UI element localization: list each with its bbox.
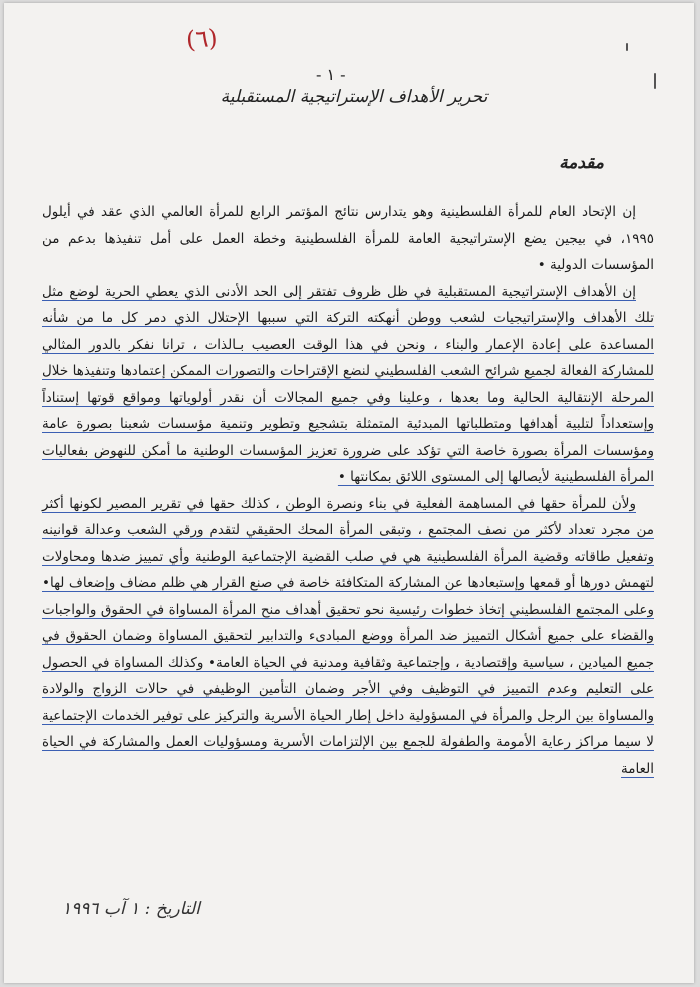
body-text <box>42 199 654 782</box>
document-title: تحرير الأهداف الإستراتيجية المستقبلية <box>220 87 488 107</box>
document-date: التاريخ : ١ آب ١٩٩٦ <box>62 899 200 919</box>
paragraph-3: ولأن للمرأة حقها في المساهمة الفعلية في بناء ونصرة الوطن ، كذلك حقها في تقرير المصير لكونها أكثر من مجرد تعداد لأكثر من نصف المجتمع ، وتبقى المرأة المحك الحقيقي لتقدم ورقي الشعب وعدالة قوانينه وتفعيل طاقاته وقضية المرأة الفلسطينية هي في صلب القضية الإجتماعية الوطنية وأي تمييز ضدها ومحاولات لتهمش دورها أو قمعها وإستبعادها عن المشاركة المتكافئة خاصة في صنع القرار هي ظلم مضاف وإضعاف لها• وعلى المجتمع الفلسطيني إتخاذ خطوات رئيسية نحو تحقيق أهداف منح المرأة المساواة في الحقوق والواجبات والقضاء على جميع أشكال التمييز ضد المرأة ووضع المبادىء والتدابير لتحقيق المساواة وضمان الحقوق في جميع الميادين ، سياسية وإقتصادية ، وإجتماعية وثقافية ومدنية في الحياة العامة• وكذلك المساواة في الحصول على التعليم وعدم التمييز في التوظيف وفي الأجر وضمان التأمين الوظيفي في حالات الزواج والولادة والمساواة بين الرجل والمرأة في المسؤولية داخل إطار الحياة الأسرية والتركيز على توفير الخدمات الإجتماعية لا سيما مراكز رعاية الأمومة والطفولة للجمع بين الإلتزامات الأسرية ومسؤوليات العمل والمشاركة في الحياة العامة <box>42 495 654 777</box>
document-page <box>4 3 694 983</box>
margin-mark <box>626 43 628 51</box>
section-heading: مقدمة <box>559 153 604 173</box>
page-number: - ١ - <box>316 65 346 84</box>
paragraph-2: إن الأهداف الإستراتيجية المستقبلية في ظل ظروف تفتقر إلى الحد الأدنى الذي يعطي الحرية لوضع مثل تلك الأهداف والإستراتيجيات لشعب ووطن أنهكته التركة التي سببها الإحتلال الذي دمر كل ما من شأنه المساعدة على إعادة الإعمار والبناء ، ونحن في هذا الوقت العصيب بـالذات ، ترانا نفكر بالدور المثالي للمشاركة الفعالة لجميع شرائح الشعب الفلسطيني لنضع الإقتراحات والتصورات الممكن إعتمادها وتنفيذها خلال المرحلة الإنتقالية الحالية وما بعدها ، وعلينا وفي جميع المجالات أن نقدر أولوياتها ومواقع قوتها إستناداً وإستعداداً لتلبية أهدافها ومتطلباتها المبدئية المتمثلة بتشجيع وتطوير وتنمية مؤسسات شعبنا بصورة عامة ومؤسسات المرأة بصورة خاصة التي تؤكد على ضرورة تعزيز المؤسسات الوطنية ما أمكن للنهوض بفعاليات المرأة الفلسطينية لأيصالها إلى المستوى اللائق بمكانتها • <box>42 283 654 485</box>
margin-mark <box>654 73 656 89</box>
page-label-red: (٦) <box>185 23 219 55</box>
paragraph-1: إن الإتحاد العام للمرأة الفلسطينية وهو يتدارس نتائج المؤتمر الرابع للمرأة العالمي الذي عقد في أيلول ١٩٩٥، في بيجين يضع الإستراتيجية العامة للمرأة الفلسطينية وخطة العمل على أمل تنفيذها بدعم من المؤسسات الدولية • <box>42 204 654 273</box>
